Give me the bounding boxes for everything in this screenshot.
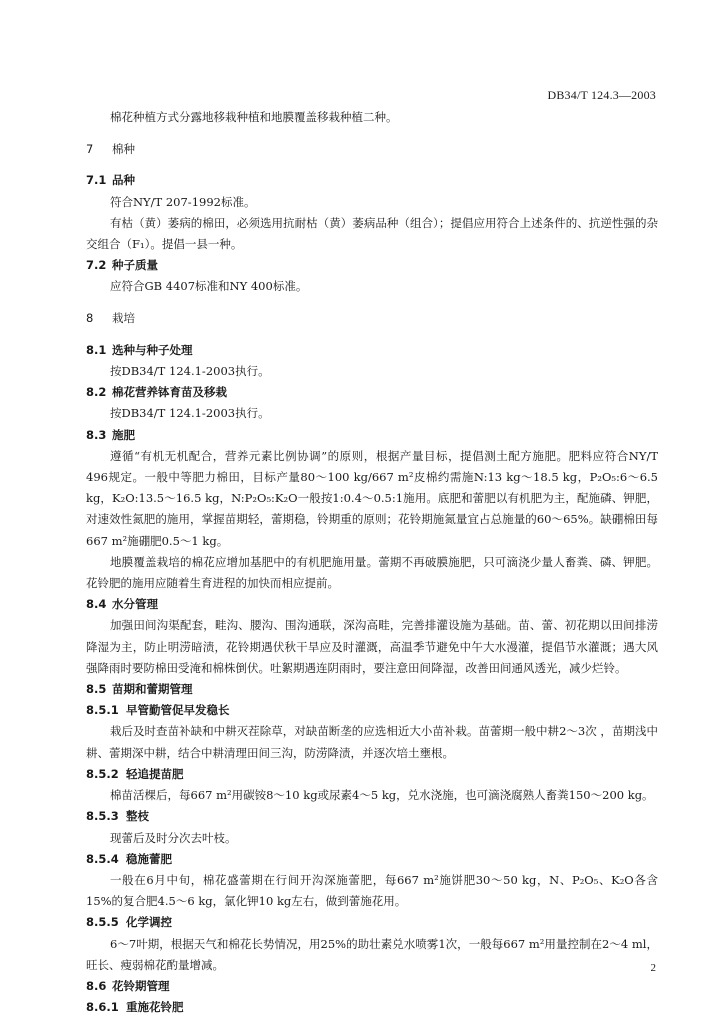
section-heading	[86, 976, 658, 997]
section-heading	[86, 255, 658, 276]
heading-number: 7	[86, 141, 94, 156]
heading-number: 8.5.5	[86, 915, 119, 930]
spacer	[86, 329, 658, 340]
heading-number: 8.5.2	[86, 766, 119, 781]
paragraph: 应符合GB 4407标准和NY 400标准。	[110, 279, 308, 294]
heading-number: 7.1	[86, 173, 107, 188]
heading-title: 种子质量	[112, 258, 158, 273]
paragraph: 地膜覆盖栽培的棉花应增加基肥中的有机肥施用量。蕾期不再破膜施肥，只可滴浇少量人畜粪、磷、钾肥。花铃肥的施用应随着生育进程的加快而相应提前。	[86, 554, 658, 591]
heading-title: 水分管理	[112, 597, 158, 612]
paragraph: 棉苗活棵后，每667 m²用碳铵8～10 kg或尿素4～5 kg，兑水浇施，也可滴浇腐熟人畜粪150～200 kg。	[110, 788, 654, 803]
section-heading	[86, 700, 658, 721]
paragraph: 一般在6月中旬，棉花盛蕾期在行间开沟深施蕾肥，每667 m²施饼肥30～50 kg，N、P₂O₅、K₂O各含15%的复合肥4.5～6 kg，氯化钾10 kg左右，做到蕾施花用。	[86, 872, 658, 909]
paragraph: 6～7叶期，根据天气和棉花长势情况，用25%的助壮素兑水喷雾1次，一般每667 m²用量控制在2～4 ml，旺长、瘦弱棉花酌量增减。	[86, 936, 658, 972]
paragraph: 加强田间沟渠配套，畦沟、腰沟、围沟通联，深沟高畦，完善排灌设施为基础。苗、蕾、初花期以田间排涝降湿为主，防止明涝暗渍，花铃期遇伏秋干旱应及时灌溉，高温季节避免中午大水漫灌，提倡节水灌溉；遇大风强降雨时要防棉田受淹和棉株倒伏。吐絮期遇连阴雨时，要注意田间降湿，改善田间通风透光，减少烂铃。	[86, 618, 658, 675]
section-heading	[86, 806, 658, 827]
paragraph: 棉花种植方式分露地移栽种植和地膜覆盖移栽种植二种。	[110, 110, 398, 124]
heading-number: 8.3	[86, 427, 107, 442]
heading-title: 早管勤管促早发稳长	[126, 703, 230, 718]
paragraph: 有枯（黄）萎病的棉田，必须选用抗耐枯（黄）萎病品种（组合）；提倡应用符合上述条件的、抗逆性强的杂交组合（F₁）。提倡一县一种。	[86, 215, 658, 252]
chapter-heading	[86, 139, 658, 160]
heading-title: 重施花铃肥	[126, 1000, 184, 1015]
document-body	[86, 107, 658, 1018]
heading-title: 选种与种子处理	[112, 342, 193, 357]
heading-number: 8.5	[86, 682, 107, 697]
page-number: 2	[650, 962, 656, 974]
paragraph: 栽后及时查苗补缺和中耕灭茬除草，对缺苗断垄的应选相近大小苗补栽。苗蕾期一般中耕2～3次 ，苗期浅中耕、蕾期深中耕，结合中耕清理田间三沟，防涝降渍，并逐次培土壅根。	[86, 724, 658, 760]
section-heading	[86, 997, 658, 1018]
heading-title: 整枝	[126, 809, 149, 824]
heading-number: 8.6.1	[86, 1000, 119, 1015]
heading-number: 8.4	[86, 597, 107, 612]
heading-title: 苗期和蕾期管理	[112, 682, 193, 697]
heading-number: 8.5.1	[86, 703, 119, 718]
section-heading	[86, 764, 658, 785]
section-heading	[86, 912, 658, 933]
spacer	[86, 128, 658, 139]
heading-title: 化学调控	[126, 915, 172, 930]
section-heading	[86, 594, 658, 615]
paragraph: 按DB34/T 124.1-2003执行。	[110, 406, 270, 421]
section-heading	[86, 170, 658, 191]
heading-title: 棉种	[112, 141, 135, 156]
spacer	[86, 298, 658, 309]
heading-number: 8.5.3	[86, 809, 119, 824]
paragraph: 符合NY/T 207-1992标准。	[110, 194, 256, 209]
section-heading	[86, 340, 658, 361]
chapter-heading	[86, 308, 658, 329]
heading-title: 品种	[112, 173, 135, 188]
heading-title: 花铃期管理	[112, 978, 170, 993]
paragraph: 按DB34/T 124.1-2003执行。	[110, 364, 270, 379]
heading-title: 稳施蕾肥	[126, 851, 172, 866]
paragraph: 遵循“有机无机配合，营养元素比例协调”的原则，根据产量目标，提倡测土配方施肥。肥料应符合NY/T 496规定。一般中等肥力棉田，目标产量80～100 kg/667 m²皮棉约需施N:13 kg～18.5 kg，P₂O₅:6～6.5 kg，K₂O:13.5～16.5 kg，N:P₂O₅:K₂O一般按1:0.4～0.5:1施用。底肥和蕾肥以有机肥为主，配施磷、钾肥，对速效性氮肥的施用，掌握苗期轻，蕾期稳，铃期重的原则；花铃期施氮量宜占总施量的60～65%。缺硼棉田每667 m²施硼肥0.5～1 kg。	[86, 448, 658, 548]
heading-title: 棉花营养钵育苗及移栽	[112, 385, 227, 400]
heading-title: 栽培	[112, 311, 135, 326]
standard-header: DB34/T 124.3—2003	[547, 88, 656, 102]
heading-number: 8.6	[86, 978, 107, 993]
heading-title: 轻追提苗肥	[126, 766, 184, 781]
section-heading	[86, 849, 658, 870]
heading-number: 8.2	[86, 385, 107, 400]
section-heading	[86, 425, 658, 446]
heading-number: 7.2	[86, 258, 107, 273]
heading-title: 施肥	[112, 427, 135, 442]
heading-number: 8.1	[86, 342, 107, 357]
section-heading	[86, 382, 658, 403]
paragraph: 现蕾后及时分次去叶枝。	[110, 830, 237, 845]
spacer	[86, 160, 658, 171]
section-heading	[86, 679, 658, 700]
heading-number: 8.5.4	[86, 851, 119, 866]
heading-number: 8	[86, 311, 94, 326]
